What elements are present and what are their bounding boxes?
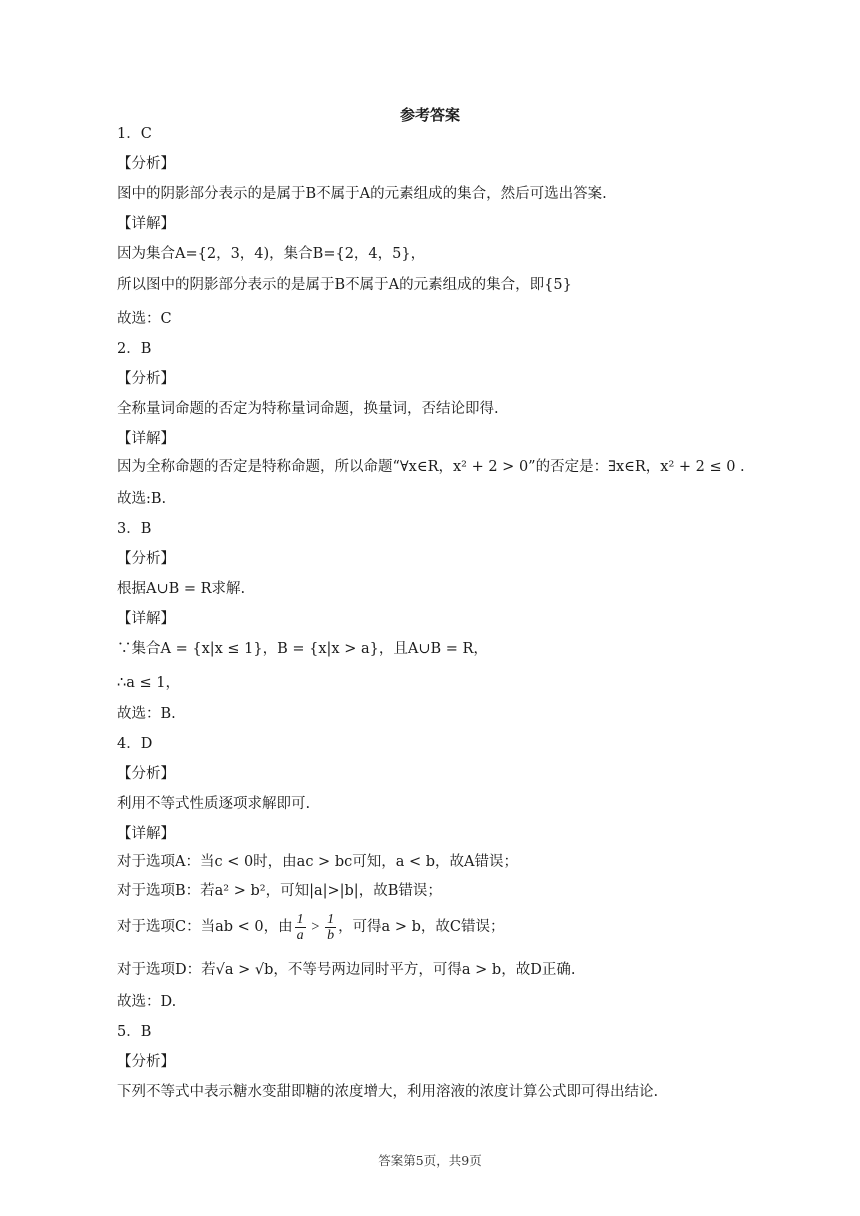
q4-number: 4．D	[117, 736, 153, 752]
q5-analysis-tag: 【分析】	[117, 1054, 175, 1070]
q3-analysis-tag: 【分析】	[117, 551, 175, 567]
q1-detail-1: 因为集合A={2，3，4)，集合B={2，4，5}，	[117, 246, 426, 262]
q3-analysis: 根据A∪B = R求解.	[117, 581, 246, 597]
q3-choice: 故选：B.	[117, 706, 176, 722]
q3-detail-1: ∵集合A = {x|x ≤ 1}，B = {x|x > a}，且A∪B = R，	[117, 641, 488, 657]
q2-detail-1: 因为全称命题的否定是特称命题，所以命题“∀x∈R，x² + 2 > 0”的否定是：∃x∈R，x² + 2 ≤ 0 .	[117, 459, 745, 475]
q1-number: 1．C	[117, 126, 152, 142]
q4-option-b: 对于选项B：若a² > b²，可知|a|>|b|，故B错误；	[117, 883, 442, 899]
q1-analysis-tag: 【分析】	[117, 156, 175, 172]
q1-detail-tag: 【详解】	[117, 216, 175, 232]
q1-choice: 故选：C	[117, 311, 172, 327]
q1-detail-2: 所以图中的阴影部分表示的是属于B不属于A的元素组成的集合，即{5}	[117, 277, 572, 293]
q3-detail-tag: 【详解】	[117, 611, 175, 627]
q2-analysis-tag: 【分析】	[117, 371, 175, 387]
q4-option-a: 对于选项A：当c < 0时，由ac > bc可知，a < b，故A错误；	[117, 854, 518, 870]
q4-option-c: 对于选项C：当ab < 0，由 $\frac{1}{a}$ > $\frac{1}{b}$ ，可得a > b，故C错误；	[117, 911, 505, 943]
q4-analysis: 利用不等式性质逐项求解即可.	[117, 796, 311, 812]
page-footer: 答案第5页，共9页	[378, 1153, 482, 1168]
q2-number: 2．B	[117, 341, 152, 357]
fraction-one-over-b: $\frac{1}{b}$	[327, 911, 335, 943]
q4-option-c-post: ，可得a > b，故C错误；	[338, 919, 505, 935]
q4-option-c-pre: 对于选项C：当ab < 0，由	[117, 919, 293, 935]
fraction-one-over-a: $\frac{1}{a}$	[296, 911, 304, 943]
q1-analysis: 图中的阴影部分表示的是属于B不属于A的元素组成的集合，然后可选出答案.	[117, 186, 607, 202]
q3-detail-2: ∴a ≤ 1，	[117, 675, 180, 691]
q4-analysis-tag: 【分析】	[117, 766, 175, 782]
q4-detail-tag: 【详解】	[117, 826, 175, 842]
q5-analysis: 下列不等式中表示糖水变甜即糖的浓度增大，利用溶液的浓度计算公式即可得出结论.	[117, 1084, 659, 1100]
q3-number: 3．B	[117, 521, 152, 537]
q2-detail-tag: 【详解】	[117, 431, 175, 447]
q4-choice: 故选：D.	[117, 994, 177, 1010]
page-title: 参考答案	[399, 106, 460, 124]
q4-option-d: 对于选项D：若√a > √b，不等号两边同时平方，可得a > b，故D正确.	[117, 962, 576, 978]
q2-analysis: 全称量词命题的否定为特称量词命题，换量词，否结论即得.	[117, 401, 499, 417]
q5-number: 5．B	[117, 1024, 152, 1040]
q2-choice: 故选:B.	[117, 491, 167, 507]
